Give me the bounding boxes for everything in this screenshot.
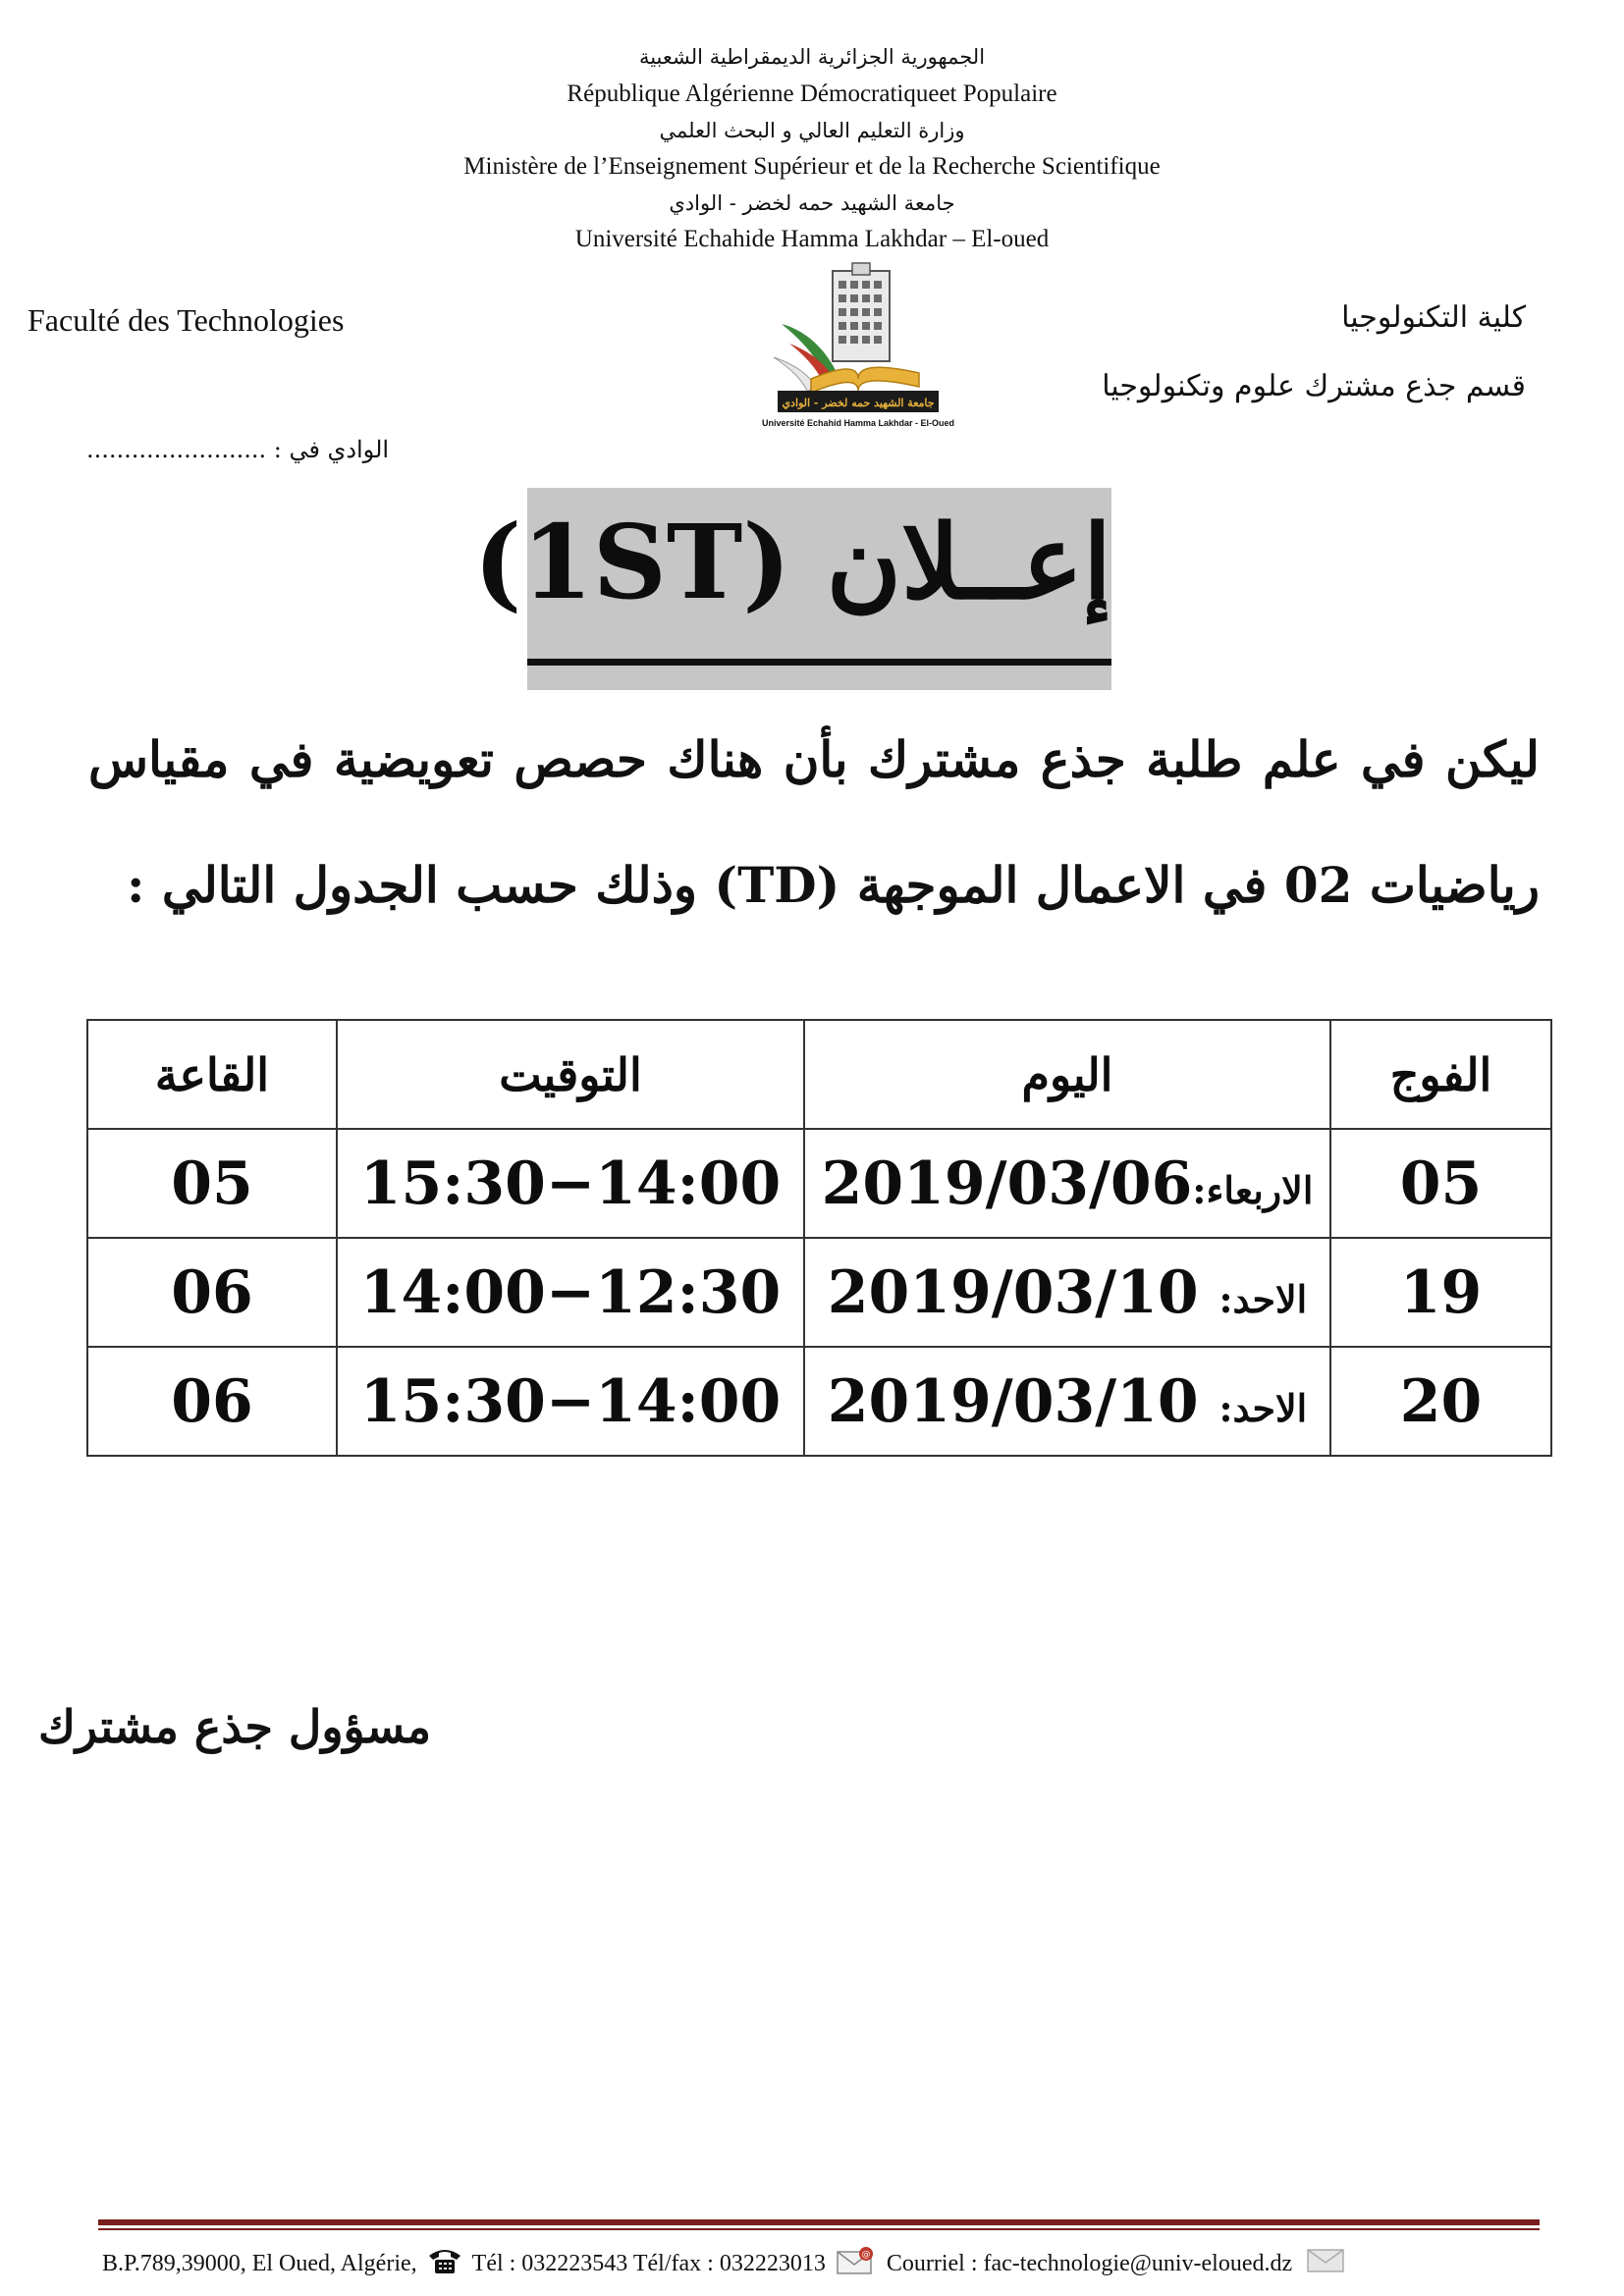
table-header-row bbox=[87, 1020, 1551, 1129]
day-name: الاحد: bbox=[1218, 1276, 1308, 1321]
signature-title: مسؤول جذع مشترك bbox=[38, 1700, 431, 1753]
cell-group: 19 bbox=[1330, 1238, 1551, 1347]
title-underline bbox=[527, 659, 1111, 666]
cell-group: 20 bbox=[1330, 1347, 1551, 1456]
footer-email: Courriel : fac-technologie@univ-eloued.dz bbox=[886, 2251, 1293, 2276]
cell-room: 06 bbox=[87, 1238, 337, 1347]
day-date: 2019/03/06 bbox=[821, 1148, 1193, 1218]
telephone-icon bbox=[427, 2246, 462, 2282]
cell-time bbox=[337, 1347, 804, 1456]
university-ar: جامعة الشهيد حمه لخضر - الوادي bbox=[669, 191, 955, 215]
university-logo bbox=[761, 263, 955, 432]
header-group: الفوج bbox=[1330, 1020, 1551, 1129]
university-fr: Université Echahide Hamma Lakhdar – El-oued bbox=[574, 226, 1050, 252]
day-date: 2019/03/10 bbox=[827, 1257, 1199, 1327]
header-day: اليوم bbox=[804, 1020, 1330, 1129]
department-ar: قسم جذع مشترك علوم وتكنولوجيا bbox=[1102, 369, 1526, 403]
logo-text-ar: جامعة الشهيد حمه لخضر - الوادي bbox=[782, 397, 935, 409]
footer-rule bbox=[98, 2219, 1540, 2225]
footer bbox=[102, 2246, 1355, 2282]
time-range: 15:30−14:00 bbox=[359, 1148, 782, 1218]
date-line: الوادي في : ........................ bbox=[86, 436, 390, 463]
day-date: 2019/03/10 bbox=[827, 1366, 1199, 1436]
cell-group: 05 bbox=[1330, 1129, 1551, 1238]
footer-rule-thin bbox=[98, 2228, 1540, 2230]
cell-time bbox=[337, 1129, 804, 1238]
logo-text-fr: Université Echahid Hamma Lakhdar - El-Oued bbox=[761, 418, 955, 428]
faculty-fr: Faculté des Technologies bbox=[27, 302, 345, 338]
cell-room: 05 bbox=[87, 1129, 337, 1238]
cell-day bbox=[804, 1129, 1330, 1238]
cell-day bbox=[804, 1238, 1330, 1347]
day-name: الاربعاء: bbox=[1192, 1167, 1314, 1212]
time-range: 15:30−14:00 bbox=[359, 1366, 782, 1436]
header-time: التوقيت bbox=[337, 1020, 804, 1129]
header-room: القاعة bbox=[87, 1020, 337, 1129]
cell-time bbox=[337, 1238, 804, 1347]
time-range: 14:00−12:30 bbox=[359, 1257, 782, 1327]
cell-day bbox=[804, 1347, 1330, 1456]
announcement-body: ليكن في علم طلبة جذع مشترك بأن هناك حصص تعويضية في مقياس رياضيات 02 في الاعمال الموجهة (TD) وذلك حسب الجدول التالي : bbox=[88, 730, 1540, 914]
envelope-icon bbox=[1306, 2246, 1345, 2282]
footer-phone: Tél : 032223543 Tél/fax : 032223013 bbox=[471, 2251, 826, 2276]
faculty-ar: كلية التكنولوجيا bbox=[1341, 300, 1526, 335]
table-row bbox=[87, 1347, 1551, 1456]
ministry-fr: Ministère de l’Enseignement Supérieur et de la Recherche Scientifique bbox=[463, 153, 1161, 180]
schedule-table bbox=[86, 1019, 1552, 1457]
cell-room: 06 bbox=[87, 1347, 337, 1456]
ministry-ar: وزارة التعليم العالي و البحث العلمي bbox=[659, 119, 965, 142]
university-logo-icon bbox=[761, 263, 955, 432]
footer-address: B.P.789,39000, El Oued, Algérie, bbox=[102, 2251, 417, 2276]
svg-text:@: @ bbox=[861, 2250, 871, 2260]
table-row bbox=[87, 1238, 1551, 1347]
day-name: الاحد: bbox=[1218, 1385, 1308, 1430]
republic-fr: République Algérienne Démocratiqueet Populaire bbox=[567, 80, 1057, 107]
announcement-title: إعــلان (1ST) bbox=[473, 502, 1111, 622]
republic-ar: الجمهورية الجزائرية الديمقراطية الشعبية bbox=[638, 45, 986, 69]
table-row bbox=[87, 1129, 1551, 1238]
email-icon bbox=[836, 2246, 877, 2282]
